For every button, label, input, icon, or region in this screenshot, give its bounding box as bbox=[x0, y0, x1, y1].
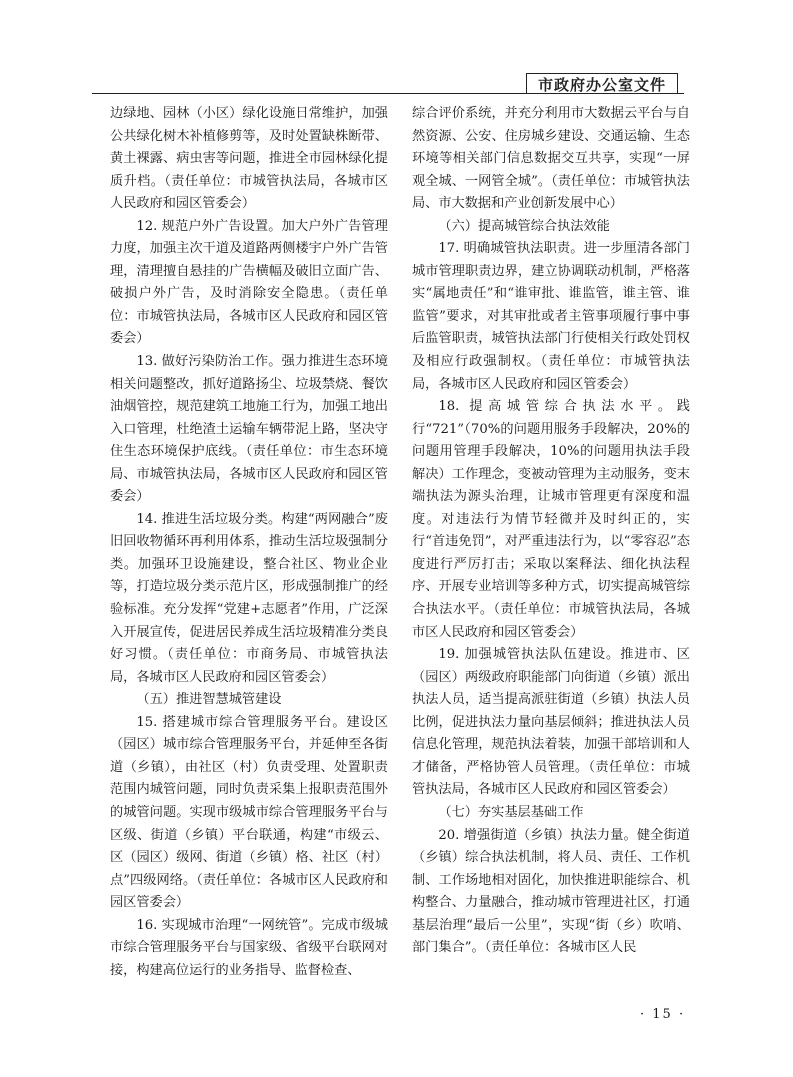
page-number: · 15 · bbox=[640, 1007, 686, 1022]
section-heading: （六）提高城管综合执法效能 bbox=[438, 218, 610, 234]
header-rule bbox=[92, 93, 684, 94]
paragraph: 20. 增强街道（乡镇）执法力量。健全街道（乡镇）综合执法机制，将人员、责任、工作机制、工作场地相对固化，加快推进职能综合、机构整合、力量融合，推动城市管理进社区，打通基层治理“最后一公里”，实现“街（乡）吹哨、部门集合”。（责任单位：各城市区人民 bbox=[412, 827, 690, 956]
paragraph: 17. 明确城管执法职责。进一步厘清各部门城市管理职责边界，建立协调联动机制，严格落实“属地责任”和“谁审批、谁监管，谁主管、谁监管”要求，对其审批或者主管事项履行事中事后监管职责，城管执法部门行使相关行政处罚权及相应行政强制权。（责任单位：市城管执法局，各城市区人民政府和园区管委会） bbox=[412, 241, 690, 392]
paragraph: 16. 实现城市治理“一网统管”。完成市级城市综合管理服务平台与国家级、省级平台联网对接，构建高位运行的业务指导、监督检查、 bbox=[110, 917, 388, 978]
section-heading: （七）夯实基层基础工作 bbox=[438, 804, 584, 820]
paragraph: 边绿地、园林（小区）绿化设施日常维护，加强公共绿化树木补植修剪等，及时处置缺株断带、黄土裸露、病虫害等问题，推进全市园林绿化提质升档。（责任单位：市城管执法局，各城市区人民政府和园区管委会） bbox=[110, 106, 388, 212]
paragraph: 13. 做好污染防治工作。强力推进生态环境相关问题整改，抓好道路扬尘、垃圾禁烧、餐饮油烟管控，规范建筑工地施工行为，加强工地出入口管理，杜绝渣土运输车辆带泥上路，坚决守住生态环境保护底线。（责任单位：市生态环境局、市城管执法局，各城市区人民政府和园区管委会） bbox=[110, 354, 388, 505]
left-column bbox=[110, 103, 388, 982]
paragraph: 15. 搭建城市综合管理服务平台。建设区（园区）城市综合管理服务平台，并延伸至各街道（乡镇），由社区（村）负责受理、处置职责范围内城管问题，同时负责采集上报职责范围外的城管问题。实现市级城市综合管理服务平台与区级、街道（乡镇）平台联通，构建“市级云、区（园区）级网、街道（乡镇）格、社区（村）点”四级网络。（责任单位：各城市区人民政府和园区管委会） bbox=[110, 714, 388, 911]
paragraph: 综合评价系统，并充分利用市大数据云平台与自然资源、公安、住房城乡建设、交通运输、生态环境等相关部门信息数据交互共享，实现“一屏观全城、一网管全城”。（责任单位：市城管执法局、市大数据和产业创新发展中心） bbox=[412, 106, 690, 212]
paragraph: 18. 提高城管综合执法水平。践行“721”（70%的问题用服务手段解决，20%的问题用管理手段解决，10%的问题用执法手段解决）工作理念，变被动管理为主动服务，变末端执法为源头治理，让城市管理更有深度和温度。对违法行为情节轻微并及时纠正的，实行“首违免罚”，对严重违法行为，以“零容忍”态度进行严厉打击；采取以案释法、细化执法程序、开展专业培训等多种方式，切实提高城管综合执法水平。（责任单位：市城管执法局，各城市区人民政府和园区管委会） bbox=[412, 399, 690, 640]
paragraph: 19. 加强城管执法队伍建设。推进市、区（园区）两级政府职能部门向街道（乡镇）派出执法人员，适当提高派驻街道（乡镇）执法人员比例，促进执法力量向基层倾斜；推进执法人员信息化管理，规范执法着装，加强干部培训和人才储备，严格协管人员管理。（责任单位：市城管执法局，各城市区人民政府和园区管委会） bbox=[412, 647, 690, 798]
right-column bbox=[412, 103, 690, 960]
section-heading: （五）推进智慧城管建设 bbox=[136, 692, 282, 708]
document-category-label: 市政府办公室文件 bbox=[526, 73, 678, 94]
paragraph: 14. 推进生活垃圾分类。构建“两网融合”废旧回收物循环再利用体系，推动生活垃圾强制分类。加强环卫设施建设，整合社区、物业企业等，打造垃圾分类示范片区，形成强制推广的经验标准。充分发挥“党建+志愿者”作用，广泛深入开展宣传，促进居民养成生活垃圾精准分类良好习惯。（责任单位：市商务局、市城管执法局，各城市区人民政府和园区管委会） bbox=[110, 511, 388, 685]
paragraph: 12. 规范户外广告设置。加大户外广告管理力度，加强主次干道及道路两侧楼宇户外广告管理，清理擅自悬挂的广告横幅及破旧立面广告、破损户外广告，及时消除安全隐患。（责任单位：市城管执法局，各城市区人民政府和园区管委会） bbox=[110, 218, 388, 347]
